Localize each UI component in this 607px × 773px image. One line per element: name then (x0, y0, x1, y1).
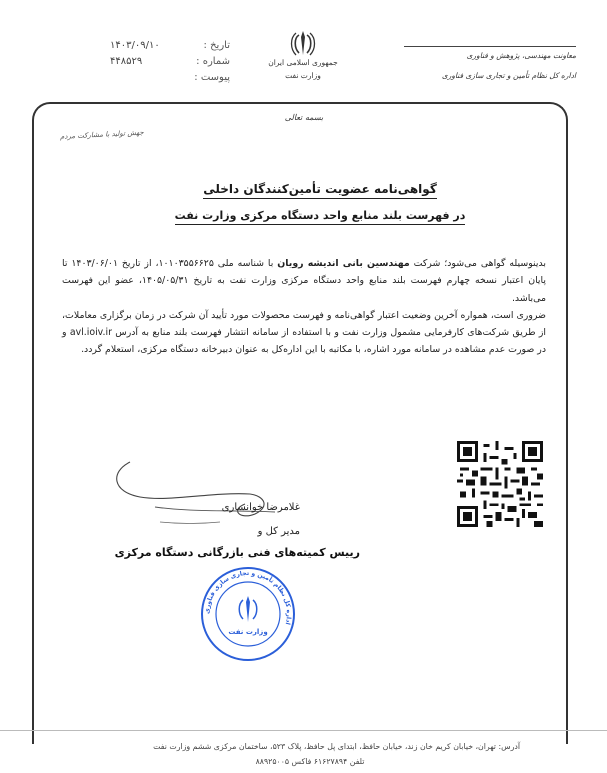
ministry-heading (262, 56, 344, 82)
ministry-label: وزارت نفت (285, 71, 321, 80)
number-label: شماره : (196, 56, 230, 67)
republic-label: جمهوری اسلامی ایران (268, 58, 338, 67)
department-heading (408, 46, 576, 86)
deputy-label: معاونت مهندسی، پژوهش و فناوری (466, 51, 576, 60)
signatory-name: غلامرضا خوانساری (221, 502, 300, 513)
certificate-subtitle: در فهرست بلند منابع واحد دستگاه مرکزی وزارت نفت (155, 209, 485, 222)
letter-meta (110, 38, 230, 86)
date-label: تاریخ : (203, 40, 230, 51)
official-stamp (200, 566, 296, 662)
body-paragraph-2: ضروری است، همواره آخرین وضعیت اعتبار گواهی‌نامه و فهرست محصولات مورد تأیید آن شرکت در زمان برگزاری معاملات، از طریق شرکت‌های کارفرمایی مشمول وزارت نفت و با استفاده از سامانه انتشار فهرست بلند منابع به آدرس avl.ioiv.ir و در صورت عدم مشاهده در سامانه مورد اشاره، با مکاتبه با این اداره‌کل به عنوان دبیرخانه دستگاه مرکزی، استعلام گردد. (62, 309, 546, 356)
certificate-body (62, 255, 546, 359)
iran-emblem-icon (288, 28, 318, 58)
attachment-label: پیوست : (194, 72, 230, 83)
footer-phone: تلفن ۶۱۶۲۷۸۹۴ فاکس ۸۸۹۲۵۰۰۵ (255, 757, 365, 766)
certificate-title: گواهی‌نامه عضویت تأمین‌کنندگان داخلی (200, 182, 440, 196)
company-name: مهندسین بانی اندیشه رویان (277, 258, 410, 269)
signatory-title-2: رییس کمیته‌های فنی بازرگانی دستگاه مرکزی (114, 546, 360, 559)
signatory-title-1: مدیر کل و (257, 526, 300, 537)
bismillah: بسمه تعالی (284, 113, 324, 122)
qr-code (457, 441, 543, 527)
department-label: اداره کل نظام تأمین و تجاری سازی فناوری (441, 71, 576, 80)
footer-rule (0, 730, 607, 731)
body-paragraph-1: بدینوسیله گواهی می‌شود؛ شرکت مهندسین بانی اندیشه رویان با شناسه ملی ۱۰۱۰۳۵۵۶۶۲۵، از تاریخ ۱۴۰۳/۰۶/۰۱ تا پایان اعتبار نسخه چهارم فهرست بلند منابع واحد دستگاه مرکزی وزارت نفت به تاریخ ۱۴۰۵/۰۵/۳۱، عضو این فهرست می‌باشد. (62, 258, 547, 304)
footer-address: آدرس: تهران، خیابان کریم خان زند، خیابان حافظ، ابتدای پل حافظ، پلاک ۵۲۳، ساختمان مرکزی ششم وزارت نفت (153, 742, 520, 751)
header-rule (404, 46, 576, 47)
date-value: ۱۴۰۳/۰۹/۱۰ (110, 40, 160, 51)
slogan: جهش تولید با مشارکت مردم (59, 128, 144, 141)
letter-footer (100, 739, 520, 769)
number-value: ۴۴۸۵۲۹ (110, 56, 143, 67)
stamp-center-text: وزارت نفت (228, 628, 268, 636)
stamp-ring-text: اداره کل نظام تأمین و تجاری سازی فناوری (203, 569, 293, 626)
